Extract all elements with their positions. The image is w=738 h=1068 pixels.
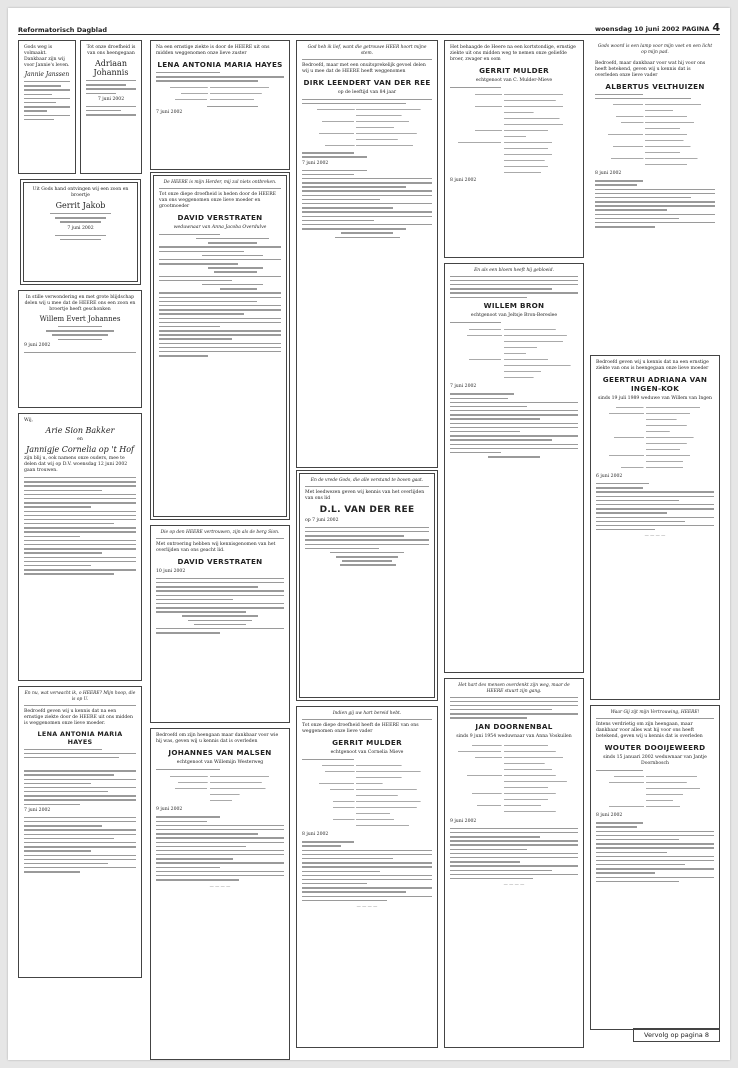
column-3 <box>296 40 438 1053</box>
birth-announcement: Uit Gods hand ontvingen wij een zoon en broertje Gerrit Jakob 7 juni 2002 <box>23 182 138 282</box>
death-announcement: En als een bloem heeft hij gebloeid. WILLEM BRON echtgenoot van Jeltsje Bron-Bereslee 7 juni 2002 <box>444 263 584 673</box>
death-announcement: Indien gij uw hart bereid hebt. Tot onze diepe droefheid heeft de HEERE van ons weggenomen onze lieve vader GERRIT MULDER echtgenoot van Cornelia Mieve 8 juni 2002 — — — — <box>296 706 438 1048</box>
continued-link[interactable]: Vervolg op pagina 8 <box>633 1028 720 1042</box>
death-announcement: De HEERE is mijn Herder, mij zal niets ontbreken. Tot onze diepe droefheid is heden door de HEERE van ons weggenomen onze lieve moeder en grootmoeder DAVID VERSTRATEN weduwnaar van Anna Jacoba Overdulve <box>153 175 287 517</box>
death-announcement: Na een ernstige ziekte is door de HEERE uit ons midden weggenomen onze lieve zuster LENA ANTONIA MARIA HAYES 7 juni 2002 <box>150 40 290 170</box>
death-announcement: En de vrede Gods, die alle verstand te boven gaat. Met leedwezen geven wij kennis van het overlijden van ons lid D.L. VAN DER REE op 7 juni 2002 <box>299 473 435 698</box>
death-announcement: Die op den HEERE vertrouwen, zijn als de berg Sion. Met ontroering hebben wij kennisgenomen van het overlijden van ons geacht lid. DAVID VERSTRATEN 10 juni 2002 <box>150 525 290 723</box>
death-announcement: Gods woord is een lamp voor mijn voet en een licht op mijn pad. Bedroefd, maar dankbaar voor wat hij voor ons heeft betekend, geven wij u kennis dat is overleden onze lieve vader ALBERTUS VELTHUIZEN 8 juni 2002 <box>590 40 720 350</box>
newspaper-page <box>8 8 730 1060</box>
masthead <box>18 20 720 35</box>
column-1 <box>18 40 142 983</box>
column-4 <box>444 40 584 1053</box>
page-number: 4 <box>712 21 720 34</box>
death-announcement: Waar Gij zijt mijn Vertrouwing, HEERE! Intens verdrietig om zijn heengaan, maar dankbaar voor alles wat hij voor ons heeft betekend, geven wij u kennis dat is overleden WOUTER DOOIJEWEERD sinds 15 januari 2002 weduwnaar van Jantje Doornbosch 8 juni 2002 <box>590 705 720 1030</box>
column-2 <box>150 40 290 1060</box>
death-announcement: En nu, wat verwacht ik, o HEERE? Mijn hoop, die is op U. Bedroefd geven wij u kennis dat na een ernstige ziekte door de HEERE uit ons midden is weggenomen onze lieve moeder. LENA ANTONIA MARIA HAYES 7 juni 2002 <box>18 686 142 978</box>
birth-announcement: In stille verwondering en met grote blijdschap delen wij u mee dat de HEERE ons een zoon en broertje heeft geschonken Willem Evert Johannes 9 juni 2002 <box>18 290 142 408</box>
announcement: Gods weg is volmaakt. Dankbaar zijn wij voor Jannie's leven. Jannie Janssen <box>18 40 76 174</box>
death-announcement: Het hart des mensen overdenkt zijn weg, maar de HEERE stuurt zijn gang. JAN DOORNENBAL sinds 9 juni 1954 weduwnaar van Anna Voskuilen 9 juni 2002 — — — — <box>444 678 584 1048</box>
wedding-announcement: Wij, Arie Sion Bakker en Jannigje Cornelia op 't Hof zijn blij u, ook namens onze ouders, mee te delen dat wij op D.V. woensdag 12 juni 2002 gaan trouwen. <box>18 413 142 681</box>
announcement: Tot onze droefheid is van ons heengegaan Adriaan Johannis 7 juni 2002 <box>80 40 142 174</box>
death-announcement: God heb ik lief, want die getrouwe HEER hoort mijne stem. Bedroefd, maar met een onuitsprekelijk gevoel delen wij u mee dat de HEERE heeft weggenomen DIRK LEENDERT VAN DER REE op de leeftijd van 84 jaar 7 juni 2002 <box>296 40 438 468</box>
death-announcement: Bedroefd om zijn heengaan maar dankbaar voor wie hij was, geven wij u kennis dat is overleden JOHANNES VAN MALSEN echtgenoot van Willemijn Westerweg 9 juni 2002 — — — — <box>150 728 290 1060</box>
column-5 <box>590 40 720 1035</box>
death-announcement: Bedroefd geven wij u kennis dat na een ernstige ziekte van ons is heengegaan onze lieve moeder GEERTRUI ADRIANA VAN INGEN-KOK sinds 19 juli 1989 weduwe van Willem van Ingen 6 juni 2002 — — — — <box>590 355 720 700</box>
newspaper-name: Reformatorisch Dagblad <box>18 26 108 34</box>
page-info: woensdag 10 juni 2002 PAGINA 4 <box>594 21 720 34</box>
death-announcement: Het behaagde de Heere na een kortstondige, ernstige ziekte uit ons midden weg te nemen onze geliefde broer, zwager en oom GERRIT MULDER echtgenoot van C. Mulder-Mieve 8 juni 2002 <box>444 40 584 258</box>
